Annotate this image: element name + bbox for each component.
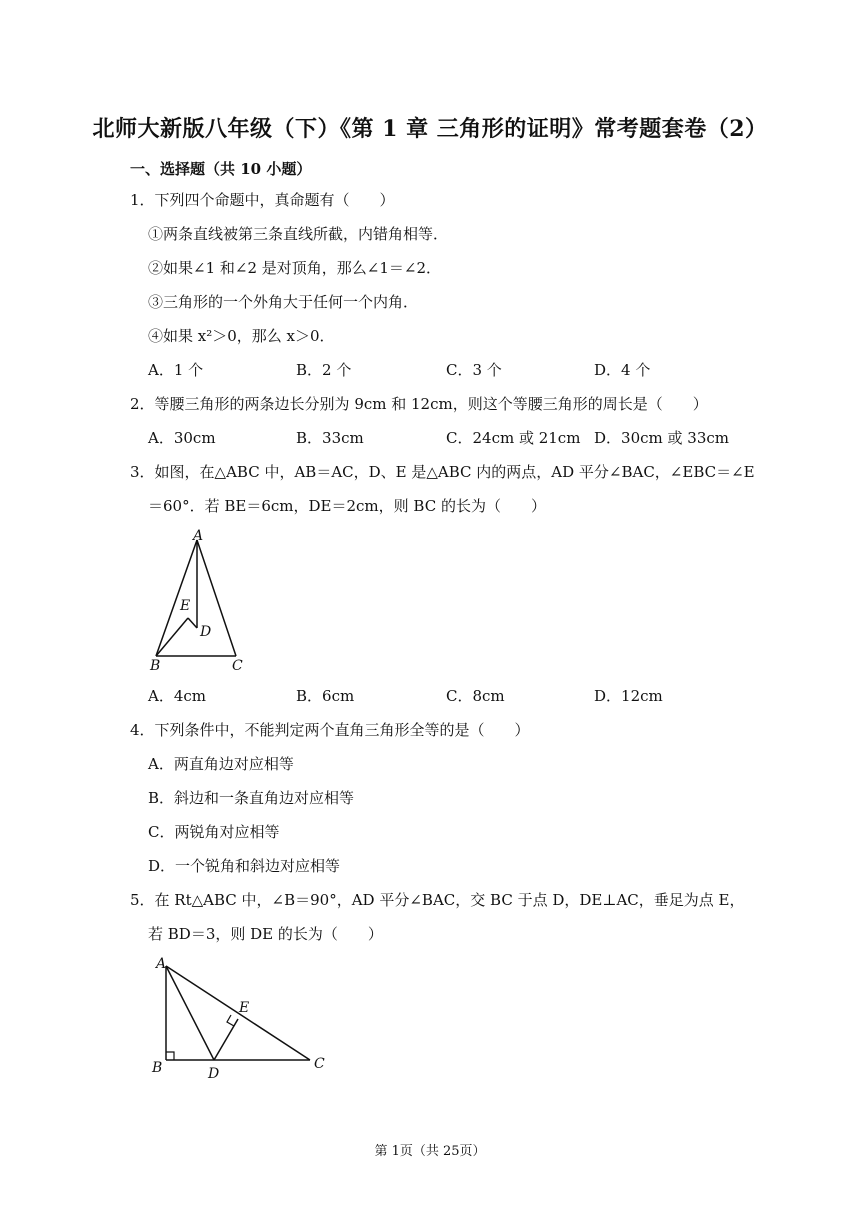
- q2-option-c: C．24cm 或 21cm: [446, 429, 581, 447]
- q5-right-angle-e: [227, 1015, 234, 1026]
- q5-label-d: D: [208, 1066, 220, 1082]
- q3-option-b: B．6cm: [296, 687, 355, 705]
- q3-label-d: D: [200, 624, 212, 640]
- section-heading: 一、选择题（共 10 小题）: [130, 160, 312, 178]
- q3-option-a: A．4cm: [148, 687, 207, 705]
- q1-option-c: C．3 个: [446, 361, 502, 379]
- q3-label-e: E: [180, 598, 191, 614]
- q5-figure: [146, 952, 336, 1082]
- q1-item-3: ③三角形的一个外角大于任何一个内角．: [148, 293, 419, 311]
- q1-item-4: ④如果 x²＞0，那么 x＞0．: [148, 327, 335, 345]
- q5-segment-ad: [166, 966, 214, 1060]
- q5-label-e: E: [239, 1000, 250, 1016]
- q2-option-b: B．33cm: [296, 429, 364, 447]
- page-title: 北师大新版八年级（下）《第 1 章 三角形的证明》常考题套卷（2）: [92, 116, 768, 142]
- q5-stem-line2: 若 BD＝3，则 DE 的长为（ ）: [148, 925, 383, 943]
- q2-stem: 2．等腰三角形的两条边长分别为 9cm 和 12cm，则这个等腰三角形的周长是（ ）: [130, 395, 708, 413]
- q3-label-c: C: [232, 658, 243, 674]
- q3-stem-line1: 3．如图，在△ABC 中，AB＝AC，D、E 是△ABC 内的两点，AD 平分∠BAC，∠EBC＝∠E: [130, 463, 755, 481]
- q5-stem-line1: 5．在 Rt△ABC 中，∠B＝90°，AD 平分∠BAC，交 BC 于点 D，DE⊥AC，垂足为点 E，: [130, 891, 745, 909]
- q4-option-d: D．一个锐角和斜边对应相等: [148, 857, 341, 875]
- q3-segment-ab: [156, 540, 197, 656]
- q3-segment-be: [156, 618, 188, 656]
- q3-triangle: [156, 540, 236, 656]
- q3-option-c: C．8cm: [446, 687, 505, 705]
- q3-option-d: D．12cm: [594, 687, 663, 705]
- q4-option-c: C．两锐角对应相等: [148, 823, 280, 841]
- q5-right-angle-b: [166, 1052, 174, 1060]
- q4-stem: 4．下列条件中，不能判定两个直角三角形全等的是（ ）: [130, 721, 530, 739]
- q1-option-b: B．2 个: [296, 361, 352, 379]
- q1-option-a: A．1 个: [148, 361, 204, 379]
- q4-option-b: B．斜边和一条直角边对应相等: [148, 789, 355, 807]
- q5-segment-de: [214, 1019, 238, 1060]
- q2-option-d: D．30cm 或 33cm: [594, 429, 729, 447]
- q3-figure: [140, 528, 260, 674]
- q5-label-c: C: [314, 1056, 325, 1072]
- q4-option-a: A．两直角边对应相等: [148, 755, 294, 773]
- q3-segment-ed: [188, 618, 197, 628]
- q1-option-d: D．4 个: [594, 361, 651, 379]
- page-footer: 第 1页（共 25页）: [374, 1144, 486, 1159]
- q3-label-b: B: [150, 658, 161, 674]
- q1-item-2: ②如果∠1 和∠2 是对顶角，那么∠1＝∠2．: [148, 259, 441, 277]
- q2-option-a: A．30cm: [148, 429, 216, 447]
- q3-stem-line2: ＝60°．若 BE＝6cm，DE＝2cm，则 BC 的长为（ ）: [148, 497, 546, 515]
- q5-label-a: A: [156, 956, 167, 972]
- q1-item-1: ①两条直线被第三条直线所截，内错角相等．: [148, 225, 449, 243]
- q5-triangle: [166, 966, 310, 1060]
- q3-label-a: A: [193, 528, 204, 544]
- q1-stem: 1．下列四个命题中，真命题有（ ）: [130, 191, 395, 209]
- q5-segment-ac: [166, 966, 310, 1060]
- q5-label-b: B: [152, 1060, 163, 1076]
